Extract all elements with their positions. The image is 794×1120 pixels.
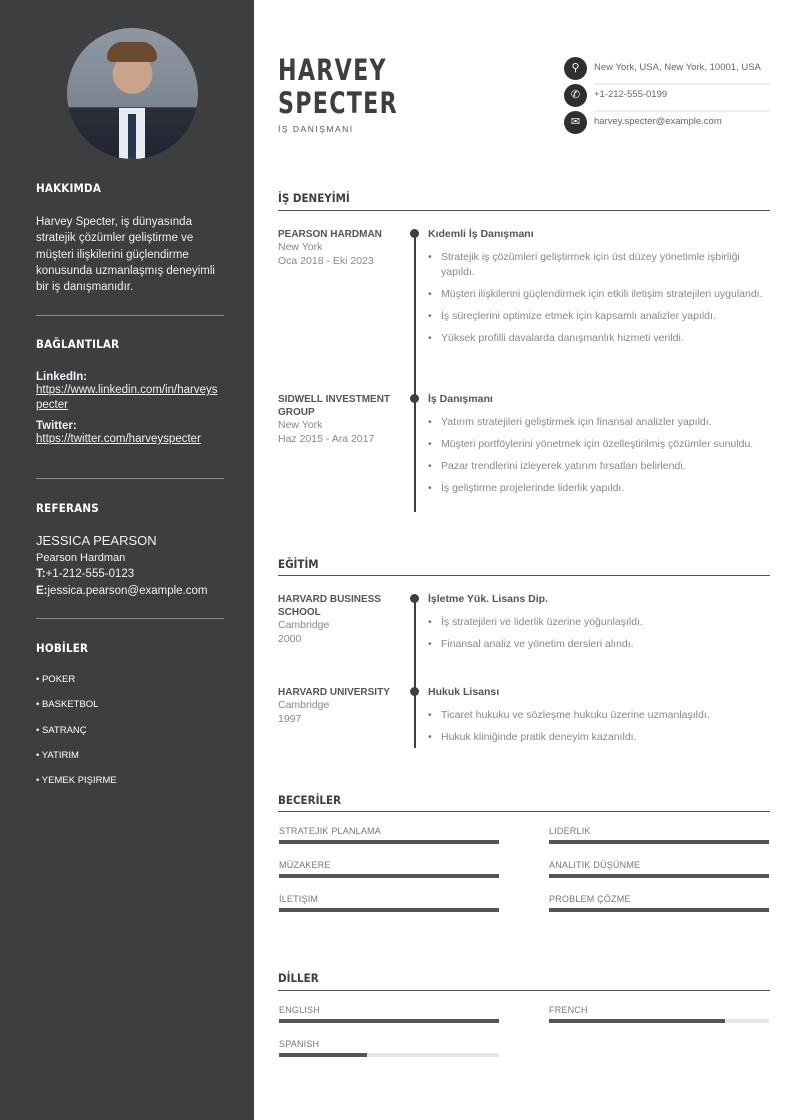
divider — [36, 315, 224, 316]
dates: Oca 2018 - Eki 2023 — [278, 254, 374, 267]
bullet-item: • İş süreçlerini optimize etmek için kapsamlı analizler yapıldı. — [428, 309, 768, 324]
skills-bar — [549, 860, 769, 878]
level-fill — [279, 1053, 367, 1057]
level-track — [549, 908, 769, 912]
skills-bar — [549, 894, 769, 912]
location: Cambridge — [278, 699, 330, 711]
links-heading: BAĞLANTILAR — [36, 337, 120, 351]
bullet-list — [428, 415, 768, 503]
contact-item — [564, 57, 770, 81]
hobby-item: • YATIRIM — [36, 749, 79, 761]
level-track — [549, 874, 769, 878]
phone-icon: ✆ — [564, 84, 587, 107]
reference-heading: REFERANS — [36, 501, 99, 515]
linkedin-link[interactable]: https://www.linkedin.com/in/harveyspecter — [36, 384, 218, 411]
bullet-item: • Ticaret hukuku ve sözleşme hukuku üzerine uzmanlaşıldı. — [428, 708, 768, 723]
location: New York — [278, 419, 323, 431]
about-heading: HAKKIMDA — [36, 181, 102, 195]
skills-bar — [279, 826, 499, 844]
bar-label: FRENCH — [549, 1005, 588, 1015]
bullet-item: • Finansal analiz ve yönetim dersleri alındı. — [428, 637, 768, 652]
bullet-item: • Müşteri portföylerini yönetmek için özelleştirilmiş çözümler sunuldu. — [428, 437, 768, 452]
bar-label: STRATEJIK PLANLAMA — [279, 826, 381, 836]
bar-label: ENGLISH — [279, 1005, 320, 1015]
linkedin-label: LinkedIn: — [36, 371, 88, 383]
name: HARVEY SPECTER — [278, 53, 398, 120]
hobby-item: • YEMEK PIŞIRME — [36, 775, 117, 787]
bullet-item: • Müşteri ilişkilerini güçlendirmek için etkili iletişim stratejileri uygulandı. — [428, 287, 768, 302]
level-track — [279, 874, 499, 878]
level-fill — [549, 840, 769, 844]
hobbies-heading: HOBİLER — [36, 641, 89, 655]
divider — [36, 478, 224, 479]
dates: 1997 — [278, 712, 302, 725]
hobby-item: • BASKETBOL — [36, 699, 99, 711]
languages-bar — [279, 1039, 499, 1057]
dates: 2000 — [278, 632, 302, 645]
languages-bar — [279, 1005, 499, 1023]
level-fill — [279, 1019, 499, 1023]
twitter-label: Twitter: — [36, 420, 77, 432]
organization-name: SIDWELL INVESTMENT GROUP — [278, 394, 391, 418]
profile-photo — [67, 28, 198, 159]
hobby-item: • SATRANÇ — [36, 724, 87, 736]
bullet-item: • Yüksek profilli davalarda danışmanlık hizmeti verildi. — [428, 331, 768, 346]
divider — [278, 990, 770, 991]
location: Cambridge — [278, 619, 330, 631]
languages-bar — [549, 1005, 769, 1023]
bar-label: PROBLEM ÇÖZME — [549, 894, 631, 904]
bullet-list — [428, 615, 768, 659]
skills-bar — [279, 860, 499, 878]
contact-text: New York, USA, New York, 10001, USA — [594, 62, 761, 73]
bar-label: LIDERLIK — [549, 826, 591, 836]
reference-name: JESSICA PEARSON — [36, 533, 157, 548]
level-fill — [549, 1019, 725, 1023]
bar-label: SPANISH — [279, 1039, 320, 1049]
organization-name: HARVARD BUSINESS SCHOOL — [278, 594, 381, 618]
level-track — [279, 1019, 499, 1023]
timeline-line — [414, 597, 416, 748]
experience-heading: İŞ DENEYİMİ — [278, 191, 350, 205]
reference-email: jessica.pearson@example.com — [47, 584, 208, 597]
timeline-dot — [410, 687, 419, 696]
divider — [278, 210, 770, 211]
organization — [278, 393, 396, 446]
bullet-item: • Pazar trendlerini izleyerek yatırım fırsatları belirlendi. — [428, 459, 768, 474]
contact-item — [564, 111, 770, 135]
level-fill — [549, 908, 769, 912]
level-track — [549, 1019, 769, 1023]
location-pin-icon: ⚲ — [564, 57, 587, 80]
job-title: İŞ DANIŞMANI — [278, 124, 354, 134]
skills-bar — [549, 826, 769, 844]
level-fill — [549, 874, 769, 878]
skills-bar — [279, 894, 499, 912]
timeline-dot — [410, 229, 419, 238]
organization-name: PEARSON HARDMAN — [278, 229, 382, 240]
bullet-list — [428, 250, 768, 353]
timeline-dot — [410, 594, 419, 603]
level-fill — [279, 908, 499, 912]
position-title: İş Danışmanı — [428, 393, 493, 405]
organization — [278, 593, 396, 646]
contact-item — [564, 84, 770, 108]
timeline-dot — [410, 394, 419, 403]
phone-label: T: — [36, 568, 46, 580]
level-track — [279, 840, 499, 844]
level-track — [279, 1053, 499, 1057]
position-title: İşletme Yük. Lisans Dip. — [428, 593, 549, 605]
bullet-item: • İş stratejileri ve liderlik üzerine yoğunlaşıldı. — [428, 615, 768, 630]
bullet-item: • Yatırım stratejileri geliştirmek için finansal analizler yapıldı. — [428, 415, 768, 430]
level-track — [549, 840, 769, 844]
email-label: E: — [36, 584, 48, 597]
level-fill — [279, 840, 499, 844]
divider — [278, 575, 770, 576]
bullet-item: • İş geliştirme projelerinde liderlik yapıldı. — [428, 481, 768, 496]
about-text: Harvey Specter, iş dünyasında stratejik çözümler geliştirme ve müşteri ilişkilerini güçlendirme konusunda uzmanlaşmış deneyimli bir iş danışmanıdır. — [36, 216, 215, 294]
organization-name: HARVARD UNIVERSITY — [278, 687, 390, 698]
contact-text: +1-212-555-0199 — [594, 89, 668, 100]
bullet-item: • Stratejik iş çözümleri geliştirmek için üst düzey yönetimle işbirliği yapıldı. — [428, 250, 768, 279]
languages-heading: DİLLER — [278, 971, 319, 985]
bullet-list — [428, 708, 768, 752]
level-track — [279, 908, 499, 912]
location: New York — [278, 241, 323, 253]
contact-text: harvey.specter@example.com — [594, 116, 722, 127]
reference-company: Pearson Hardman — [36, 551, 126, 564]
organization — [278, 228, 396, 268]
skills-heading: BECERİLER — [278, 793, 342, 807]
position-title: Kıdemli İş Danışmanı — [428, 228, 534, 240]
reference-phone: +1-212-555-0123 — [45, 568, 135, 580]
position-title: Hukuk Lisansı — [428, 686, 500, 698]
hobby-item: • POKER — [36, 674, 76, 685]
bar-label: ANALITIK DÜŞÜNME — [549, 860, 641, 870]
sidebar — [0, 0, 254, 1120]
bar-label: İLETIŞIM — [279, 894, 319, 904]
education-heading: EĞİTİM — [278, 557, 319, 571]
level-fill — [279, 874, 499, 878]
divider — [36, 618, 224, 619]
timeline-line — [414, 232, 416, 512]
organization — [278, 686, 396, 726]
bar-label: MÜZAKERE — [279, 860, 331, 870]
divider — [278, 811, 770, 812]
bullet-item: • Hukuk kliniğinde pratik deneyim kazanıldı. — [428, 730, 768, 745]
dates: Haz 2015 - Ara 2017 — [278, 432, 375, 445]
envelope-icon: ✉ — [564, 111, 587, 134]
twitter-link[interactable]: https://twitter.com/harveyspecter — [36, 433, 201, 445]
